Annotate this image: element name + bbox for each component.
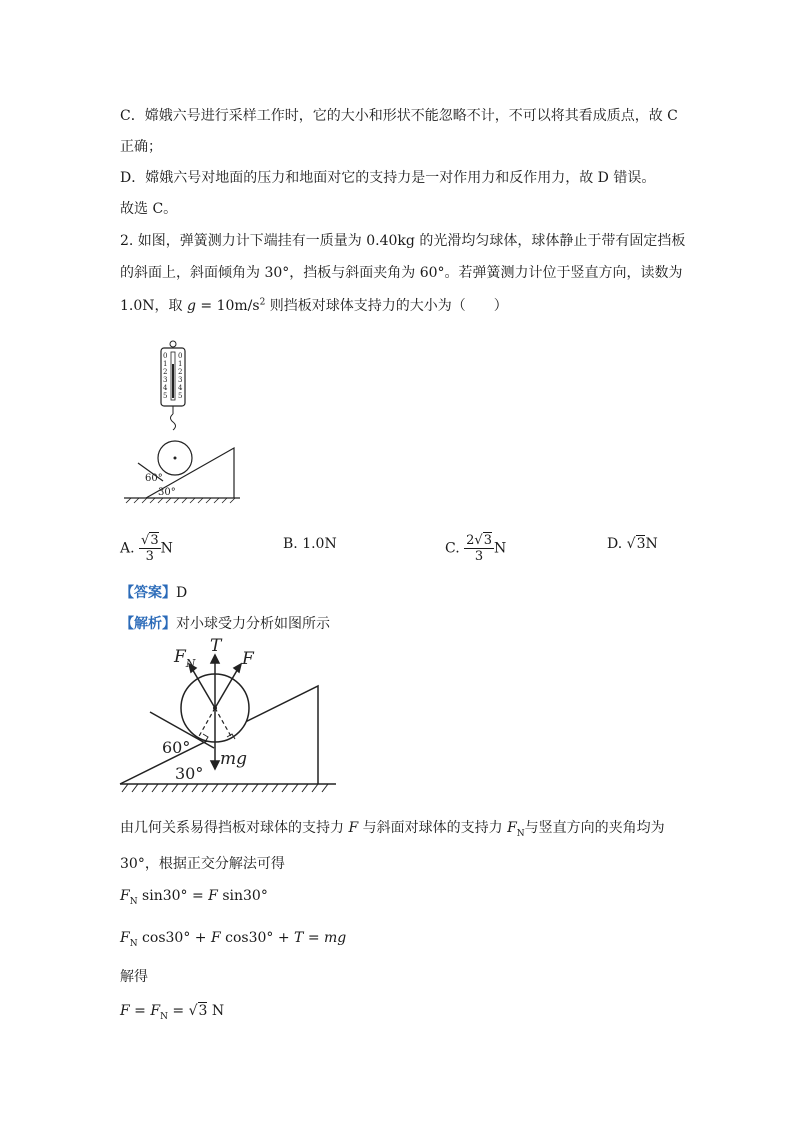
scale-right-2: 2: [178, 368, 183, 376]
option-a-fraction: $\frac{√3}{3}$: [141, 533, 159, 564]
option-b-value: 1.0N: [302, 536, 337, 552]
label-60deg: 60°: [162, 738, 191, 757]
eq3-unit: N: [207, 1003, 225, 1019]
option-a[interactable]: [120, 533, 173, 564]
eq2-fn-sub: N: [129, 938, 138, 949]
option-d-radicand: 3: [636, 536, 646, 552]
eq1-fn-sub: N: [129, 896, 138, 907]
label-30deg: 30°: [175, 764, 204, 783]
question-2-line3: [120, 295, 508, 315]
figure1-angle-30: 30°: [158, 487, 176, 498]
label-fn-sub: N: [185, 657, 196, 670]
q2-g-exponent: 2: [259, 297, 266, 308]
eq3-eq2: = √: [167, 1003, 198, 1019]
option-d[interactable]: D. √3N: [607, 536, 658, 552]
label-mg: mg: [220, 749, 248, 769]
option-a-label: A.: [120, 540, 135, 557]
scale-left-4: 4: [163, 384, 168, 392]
figure-spring-scale-ball: [118, 338, 243, 504]
eq3-fn-sub: N: [160, 1011, 168, 1022]
option-b[interactable]: [283, 536, 337, 552]
scale-left-1: 1: [163, 360, 168, 368]
scale-right-0: 0: [178, 352, 183, 360]
option-c-fraction: $\frac{2√3}{3}$: [466, 533, 492, 564]
option-d-label: D.: [607, 536, 623, 552]
eq2-t: T: [294, 930, 304, 946]
option-c-denominator: 3: [474, 549, 484, 564]
answer-label: 【答案】: [120, 585, 176, 601]
eq3-radicand: 3: [198, 1003, 208, 1019]
option-c-coefficient: 2: [466, 533, 475, 548]
eq2-b: cos30° +: [137, 930, 211, 946]
q2-g-value: = 10m/s: [195, 298, 260, 314]
option-a-unit: N: [160, 540, 173, 557]
equation-1: [120, 888, 268, 907]
scale-right-3: 3: [178, 376, 183, 384]
eq3-eq1: =: [129, 1003, 151, 1019]
scale-right-4: 4: [178, 384, 183, 392]
figure-force-diagram: [118, 636, 340, 798]
scale-right-5: 5: [178, 392, 183, 400]
eq1-f: F: [208, 888, 218, 904]
analysis-label: 【解析】: [120, 616, 176, 632]
eq3-f: F: [120, 1003, 130, 1019]
answer-value: D: [176, 585, 188, 601]
option-c-explanation-line2: 正确；: [120, 139, 162, 155]
eq1-fn: F: [120, 888, 130, 904]
eq2-fn: F: [120, 930, 130, 946]
angle-line: 30°，根据正交分解法可得: [120, 856, 285, 872]
option-c-label: C.: [445, 540, 460, 557]
eq2-d: cos30° +: [220, 930, 295, 946]
option-c-numerator: 3: [483, 533, 492, 548]
option-a-numerator: 3: [150, 533, 159, 548]
q2-text-b: 则挡板对球体支持力的大小为（ ）: [265, 298, 508, 314]
geo-fn-sub: N: [516, 828, 525, 839]
answer-line: [120, 582, 187, 602]
geo-text-a: 由几何关系易得挡板对球体的支持力: [120, 820, 344, 836]
option-d-explanation: D．嫦娥六号对地面的压力和地面对它的支持力是一对作用力和反作用力，故 D 错误。: [120, 170, 656, 186]
geo-text-c: 与竖直方向的夹角均为: [524, 820, 665, 836]
geo-fn-symbol: F: [507, 820, 517, 836]
label-t: T: [210, 636, 222, 656]
geometry-line: [120, 817, 665, 839]
option-c-unit: N: [493, 540, 507, 557]
solve-label: 解得: [120, 969, 148, 985]
option-c-explanation-line1: C．嫦娥六号进行采样工作时，它的大小和形状不能忽略不计，不可以将其看成质点，故 C: [120, 108, 678, 124]
question-2-line2: 的斜面上，斜面倾角为 30°，挡板与斜面夹角为 60°。若弹簧测力计位于竖直方向，读数为: [120, 265, 683, 281]
figure1-angle-60: 60°: [145, 473, 163, 484]
eq2-f: F: [210, 930, 221, 946]
geo-text-b: 与斜面对球体的支持力: [358, 820, 503, 836]
q2-g-symbol: g: [186, 298, 196, 314]
label-fn: [173, 647, 196, 670]
option-c[interactable]: [445, 533, 506, 564]
analysis-line: [120, 613, 330, 633]
scale-left-2: 2: [163, 368, 168, 376]
choose-answer: 故选 C。: [120, 201, 178, 217]
scale-left-5: 5: [163, 392, 168, 400]
scale-left-0: 0: [163, 352, 168, 360]
option-d-unit: N: [645, 536, 658, 552]
geo-f-symbol: F: [348, 820, 359, 836]
q2-text-a: 1.0N，取: [120, 298, 183, 314]
scale-left-3: 3: [163, 376, 168, 384]
equation-3: [120, 1003, 224, 1022]
eq2-eq: =: [303, 930, 325, 946]
eq3-fn: F: [150, 1003, 161, 1019]
label-fn-main: F: [174, 647, 186, 667]
spring-scale: [161, 341, 185, 430]
option-a-denominator: 3: [145, 549, 154, 564]
equation-2: [120, 930, 346, 949]
label-f: F: [242, 649, 254, 669]
option-b-label: B.: [283, 536, 298, 552]
eq1-end: sin30°: [217, 888, 268, 904]
eq2-mg: mg: [324, 930, 347, 946]
eq1-mid: sin30° =: [137, 888, 209, 904]
question-2-line1: 2. 如图，弹簧测力计下端挂有一质量为 0.40kg 的光滑均匀球体，球体静止于带有固定挡板: [120, 233, 686, 249]
scale-right-1: 1: [178, 360, 183, 368]
analysis-intro: 对小球受力分析如图所示: [176, 616, 330, 632]
